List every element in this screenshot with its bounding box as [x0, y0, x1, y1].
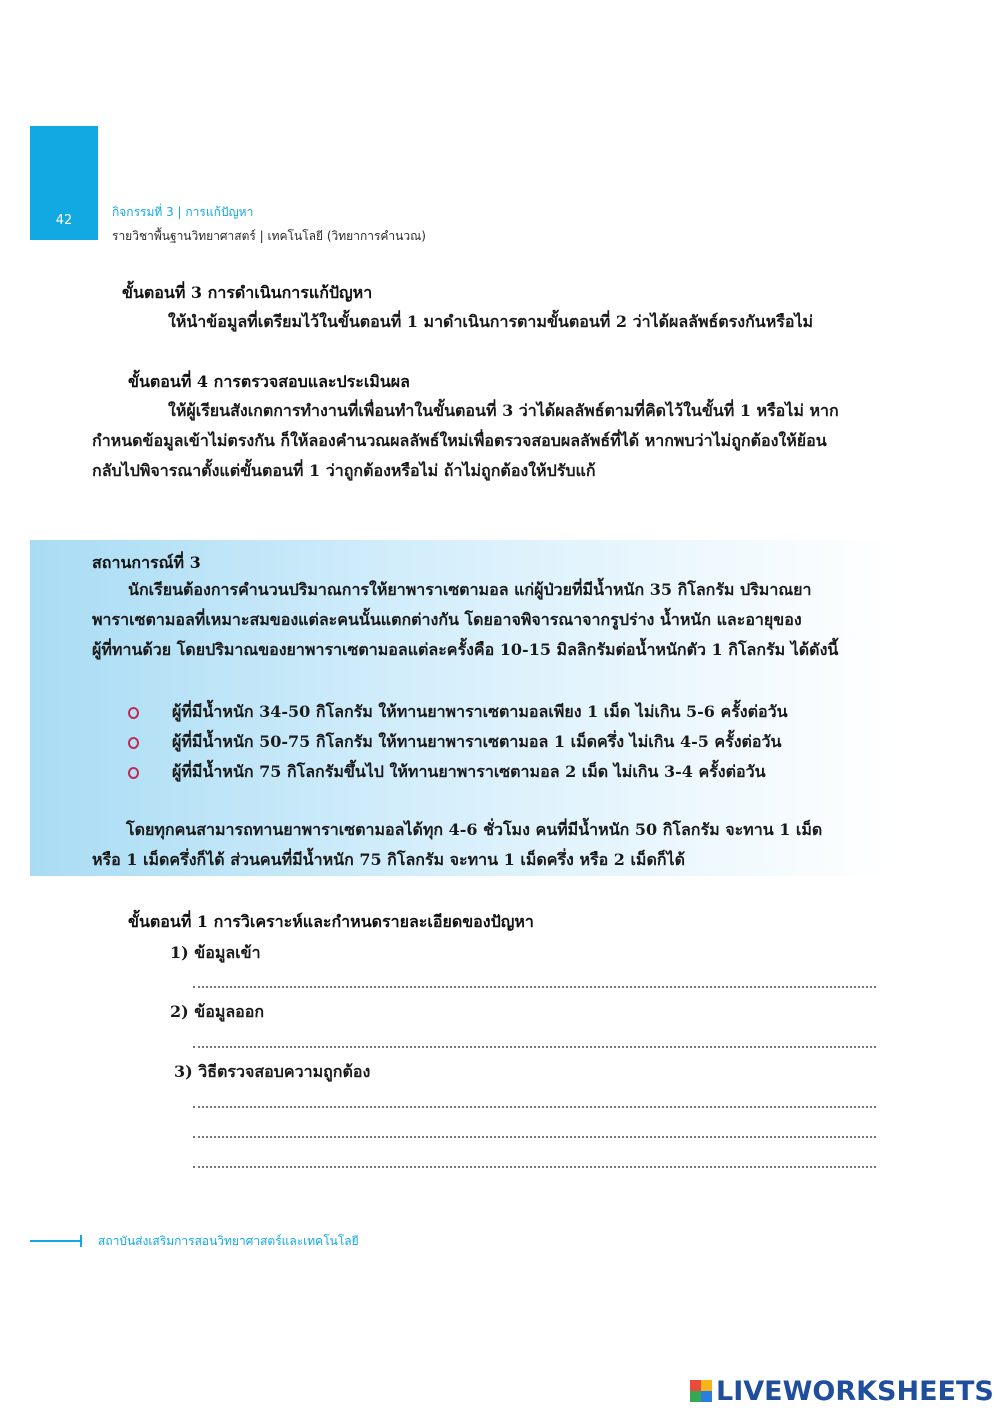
scenario-outro-line: โดยทุกคนสามารถทานยาพาราเซตามอลได้ทุก 4-6 ชั่วโมง คนที่มีน้ำหนัก 50 กิโลกรัม จะทาน 1 เม็ด — [126, 820, 823, 839]
list-item-text: ผู้ที่มีน้ำหนัก 34-50 กิโลกรัม ให้ทานยาพาราเซตามอลเพียง 1 เม็ด ไม่เกิน 5-6 ครั้งต่อวัน — [172, 702, 788, 721]
list-item — [128, 757, 788, 787]
running-header — [112, 200, 426, 248]
scenario-intro-line: พาราเซตามอลที่เหมาะสมของแต่ละคนนั้นแตกต่างกัน โดยอาจพิจารณาจากรูปร่าง น้ำหนัก และอายุของ — [92, 610, 802, 629]
subject-title: รายวิชาพื้นฐานวิทยาศาสตร์ | เทคโนโลยี (วิทยาการคำนวณ) — [112, 229, 426, 243]
activity-title: กิจกรรมที่ 3 | การแก้ปัญหา — [112, 205, 254, 219]
bullet-icon — [128, 737, 139, 749]
step1-heading: ขั้นตอนที่ 1 การวิเคราะห์และกำหนดรายละเอียดของปัญหา — [128, 912, 534, 931]
step4-line: ให้ผู้เรียนสังเกตการทำงานที่เพื่อนทำในขั้นตอนที่ 3 ว่าได้ผลลัพธ์ตามที่คิดไว้ในขั้นที่ 1 หรือไม่ หาก — [168, 401, 839, 420]
verification-label: 3) วิธีตรวจสอบความถูกต้อง — [174, 1062, 371, 1081]
step3-heading: ขั้นตอนที่ 3 การดำเนินการแก้ปัญหา — [122, 283, 373, 302]
step4-line: กลับไปพิจารณาตั้งแต่ขั้นตอนที่ 1 ว่าถูกต้องหรือไม่ ถ้าไม่ถูกต้องให้ปรับแก้ — [92, 461, 596, 480]
dosage-list — [128, 697, 788, 787]
page-number: 42 — [55, 213, 73, 228]
answer-line-verify-3[interactable] — [193, 1166, 876, 1168]
output-data-label: 2) ข้อมูลออก — [170, 1002, 265, 1021]
answer-line-output[interactable] — [193, 1046, 876, 1048]
page-number-tab — [30, 126, 98, 240]
list-item — [128, 727, 788, 757]
footer-tick — [80, 1235, 82, 1247]
step3-text — [168, 307, 813, 337]
scenario-outro — [92, 815, 822, 875]
list-item — [128, 697, 788, 727]
input-data-label: 1) ข้อมูลเข้า — [170, 943, 261, 962]
liveworksheets-logo — [690, 1376, 994, 1406]
list-item-text: ผู้ที่มีน้ำหนัก 75 กิโลกรัมขึ้นไป ให้ทานยาพาราเซตามอล 2 เม็ด ไม่เกิน 3-4 ครั้งต่อวัน — [172, 762, 766, 781]
answer-line-verify-2[interactable] — [193, 1136, 876, 1138]
brand-name: LIVEWORKSHEETS — [716, 1375, 994, 1407]
step4-text — [92, 396, 839, 486]
step4-heading: ขั้นตอนที่ 4 การตรวจสอบและประเมินผล — [128, 372, 410, 391]
scenario-intro-line: ผู้ที่ทานด้วย โดยปริมาณของยาพาราเซตามอลแต่ละครั้งคือ 10-15 มิลลิกรัมต่อน้ำหนักตัว 1 กิโลกรัม ได้ดังนี้ — [92, 640, 839, 659]
scenario-outro-line: หรือ 1 เม็ดครึ่งก็ได้ ส่วนคนที่มีน้ำหนัก 75 กิโลกรัม จะทาน 1 เม็ดครึ่ง หรือ 2 เม็ดก็ได้ — [92, 850, 685, 869]
answer-line-input[interactable] — [193, 986, 876, 988]
bullet-icon — [128, 767, 139, 779]
scenario-title: สถานการณ์ที่ 3 — [92, 553, 201, 572]
scenario-intro — [92, 575, 838, 665]
scenario-intro-line: นักเรียนต้องการคำนวนปริมาณการให้ยาพาราเซตามอล แก่ผู้ป่วยที่มีน้ำหนัก 35 กิโลกรัม ปริมาณยา — [128, 580, 812, 599]
answer-line-verify-1[interactable] — [193, 1106, 876, 1108]
liveworksheets-icon — [690, 1380, 712, 1402]
footer-rule — [30, 1240, 80, 1242]
bullet-icon — [128, 707, 139, 719]
step4-line: กำหนดข้อมูลเข้าไม่ตรงกัน ก็ให้ลองคำนวณผลลัพธ์ใหม่เพื่อตรวจสอบผลลัพธ์ที่ได้ หากพบว่าไม่ถูกต้องให้ย้อน — [92, 431, 827, 450]
step3-line: ให้นำข้อมูลที่เตรียมไว้ในขั้นตอนที่ 1 มาดำเนินการตามขั้นตอนที่ 2 ว่าได้ผลลัพธ์ตรงกันหรือไม่ — [168, 312, 814, 331]
footer-institution: สถาบันส่งเสริมการสอนวิทยาศาสตร์และเทคโนโลยี — [98, 1234, 359, 1248]
list-item-text: ผู้ที่มีน้ำหนัก 50-75 กิโลกรัม ให้ทานยาพาราเซตามอล 1 เม็ดครึ่ง ไม่เกิน 4-5 ครั้งต่อวัน — [172, 732, 782, 751]
